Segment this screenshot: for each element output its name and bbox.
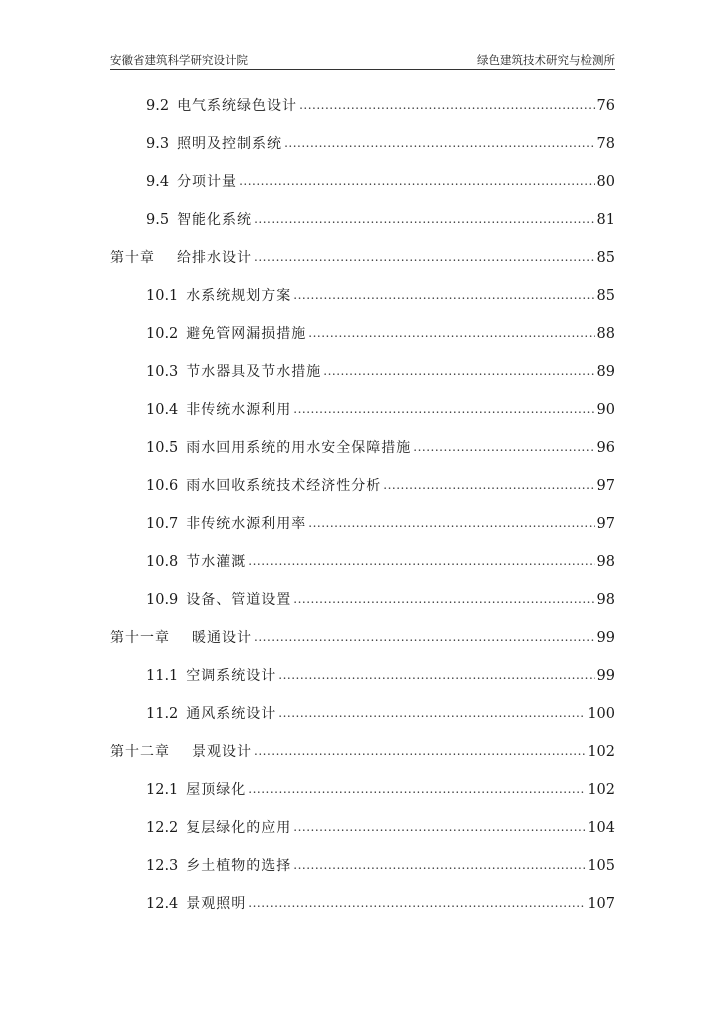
toc-page-number: 89 — [596, 364, 615, 380]
toc-entry-title: 雨水回收系统技术经济性分析 — [186, 478, 382, 494]
toc-section-entry[interactable] — [146, 132, 615, 156]
toc-dot-leader — [239, 169, 594, 193]
toc-page-number: 81 — [596, 212, 615, 228]
toc-chapter-label: 第十二章 — [110, 744, 170, 760]
toc-section-entry[interactable] — [146, 436, 615, 460]
toc-page-number: 76 — [596, 98, 615, 114]
toc-section-number: 11.2 — [146, 706, 179, 722]
toc-dot-leader — [248, 891, 585, 915]
header-organization: 安徽省建筑科学研究设计院 — [110, 53, 248, 67]
toc-entry-title: 给排水设计 — [177, 250, 252, 266]
toc-page-number: 102 — [587, 744, 615, 760]
toc-page-number: 105 — [587, 858, 615, 874]
toc-dot-leader — [413, 435, 594, 459]
toc-entry-title: 非传统水源利用 — [186, 402, 292, 418]
toc-page-number: 88 — [596, 326, 615, 342]
toc-dot-leader — [254, 245, 595, 269]
toc-dot-leader — [308, 321, 594, 345]
toc-section-entry[interactable] — [146, 474, 615, 498]
toc-section-number: 10.2 — [146, 326, 179, 342]
toc-chapter-entry[interactable] — [110, 626, 615, 650]
toc-dot-leader — [254, 739, 585, 763]
toc-entry-title: 景观照明 — [186, 896, 247, 912]
toc-entry-title: 暖通设计 — [192, 630, 252, 646]
toc-dot-leader — [299, 93, 594, 117]
toc-page-number: 85 — [596, 250, 615, 266]
toc-section-entry[interactable] — [146, 816, 615, 840]
toc-page-number: 102 — [587, 782, 615, 798]
toc-dot-leader — [308, 511, 594, 535]
toc-entry-title: 避免管网漏损措施 — [186, 326, 307, 342]
toc-section-entry[interactable] — [146, 588, 615, 612]
toc-section-entry[interactable] — [146, 854, 615, 878]
toc-page-number: 97 — [596, 516, 615, 532]
toc-section-entry[interactable] — [146, 94, 615, 118]
toc-chapter-entry[interactable] — [110, 246, 615, 270]
header-department: 绿色建筑技术研究与检测所 — [477, 53, 615, 67]
toc-page-number: 98 — [596, 592, 615, 608]
toc-section-number: 9.2 — [146, 98, 170, 114]
toc-entry-title: 照明及控制系统 — [177, 136, 283, 152]
toc-page-number: 80 — [596, 174, 615, 190]
toc-section-number: 10.9 — [146, 592, 179, 608]
toc-chapter-label: 第十章 — [110, 250, 155, 266]
toc-page-number: 85 — [596, 288, 615, 304]
toc-dot-leader — [293, 283, 594, 307]
toc-section-number: 10.3 — [146, 364, 179, 380]
toc-page-number: 98 — [596, 554, 615, 570]
toc-dot-leader — [278, 663, 594, 687]
toc-section-number: 12.1 — [146, 782, 179, 798]
toc-dot-leader — [383, 473, 594, 497]
toc-section-number: 9.3 — [146, 136, 170, 152]
toc-page-number: 100 — [587, 706, 615, 722]
toc-section-entry[interactable] — [146, 398, 615, 422]
toc-entry-title: 非传统水源利用率 — [186, 516, 307, 532]
toc-entry-title: 乡土植物的选择 — [186, 858, 292, 874]
toc-section-number: 9.4 — [146, 174, 170, 190]
toc-section-entry[interactable] — [146, 284, 615, 308]
toc-page-number: 99 — [596, 630, 615, 646]
toc-entry-title: 通风系统设计 — [186, 706, 277, 722]
toc-entry-title: 节水灌溉 — [186, 554, 247, 570]
toc-section-number: 10.7 — [146, 516, 179, 532]
toc-dot-leader — [248, 549, 594, 573]
header-divider — [110, 69, 615, 70]
toc-entry-title: 分项计量 — [177, 174, 238, 190]
toc-page-number: 90 — [596, 402, 615, 418]
toc-section-entry[interactable] — [146, 664, 615, 688]
toc-entry-title: 设备、管道设置 — [186, 592, 292, 608]
toc-entry-title: 电气系统绿色设计 — [177, 98, 298, 114]
toc-page-number: 96 — [596, 440, 615, 456]
toc-dot-leader — [323, 359, 594, 383]
toc-entry-title: 雨水回用系统的用水安全保障措施 — [186, 440, 412, 456]
toc-section-number: 10.6 — [146, 478, 179, 494]
toc-section-entry[interactable] — [146, 512, 615, 536]
toc-dot-leader — [293, 587, 594, 611]
toc-section-number: 10.5 — [146, 440, 179, 456]
toc-page-number: 104 — [587, 820, 615, 836]
toc-page-number: 107 — [587, 896, 615, 912]
toc-section-number: 10.1 — [146, 288, 179, 304]
toc-section-number: 10.4 — [146, 402, 179, 418]
toc-section-entry[interactable] — [146, 702, 615, 726]
toc-chapter-label: 第十一章 — [110, 630, 170, 646]
toc-dot-leader — [278, 701, 585, 725]
toc-dot-leader — [293, 397, 594, 421]
toc-page-number: 97 — [596, 478, 615, 494]
toc-section-number: 12.3 — [146, 858, 179, 874]
toc-section-number: 9.5 — [146, 212, 170, 228]
toc-section-entry[interactable] — [146, 550, 615, 574]
toc-section-entry[interactable] — [146, 778, 615, 802]
toc-entry-title: 屋顶绿化 — [186, 782, 247, 798]
toc-page-number: 99 — [596, 668, 615, 684]
toc-chapter-entry[interactable] — [110, 740, 615, 764]
toc-entry-title: 景观设计 — [192, 744, 252, 760]
toc-section-number: 12.2 — [146, 820, 179, 836]
toc-section-entry[interactable] — [146, 892, 615, 916]
toc-dot-leader — [254, 207, 594, 231]
toc-dot-leader — [284, 131, 594, 155]
toc-dot-leader — [293, 853, 585, 877]
toc-section-entry[interactable] — [146, 208, 615, 232]
toc-entry-title: 复层绿化的应用 — [186, 820, 292, 836]
page-header — [110, 50, 615, 68]
toc-section-number: 11.1 — [146, 668, 179, 684]
toc-entry-title: 节水器具及节水措施 — [186, 364, 322, 380]
toc-section-number: 10.8 — [146, 554, 179, 570]
toc-section-entry[interactable] — [146, 360, 615, 384]
toc-entry-title: 水系统规划方案 — [186, 288, 292, 304]
toc-dot-leader — [254, 625, 595, 649]
toc-section-entry[interactable] — [146, 322, 615, 346]
toc-dot-leader — [248, 777, 585, 801]
toc-entry-title: 智能化系统 — [177, 212, 253, 228]
toc-dot-leader — [293, 815, 585, 839]
toc-section-number: 12.4 — [146, 896, 179, 912]
toc-page-number: 78 — [596, 136, 615, 152]
toc-section-entry[interactable] — [146, 170, 615, 194]
toc-entry-title: 空调系统设计 — [186, 668, 277, 684]
